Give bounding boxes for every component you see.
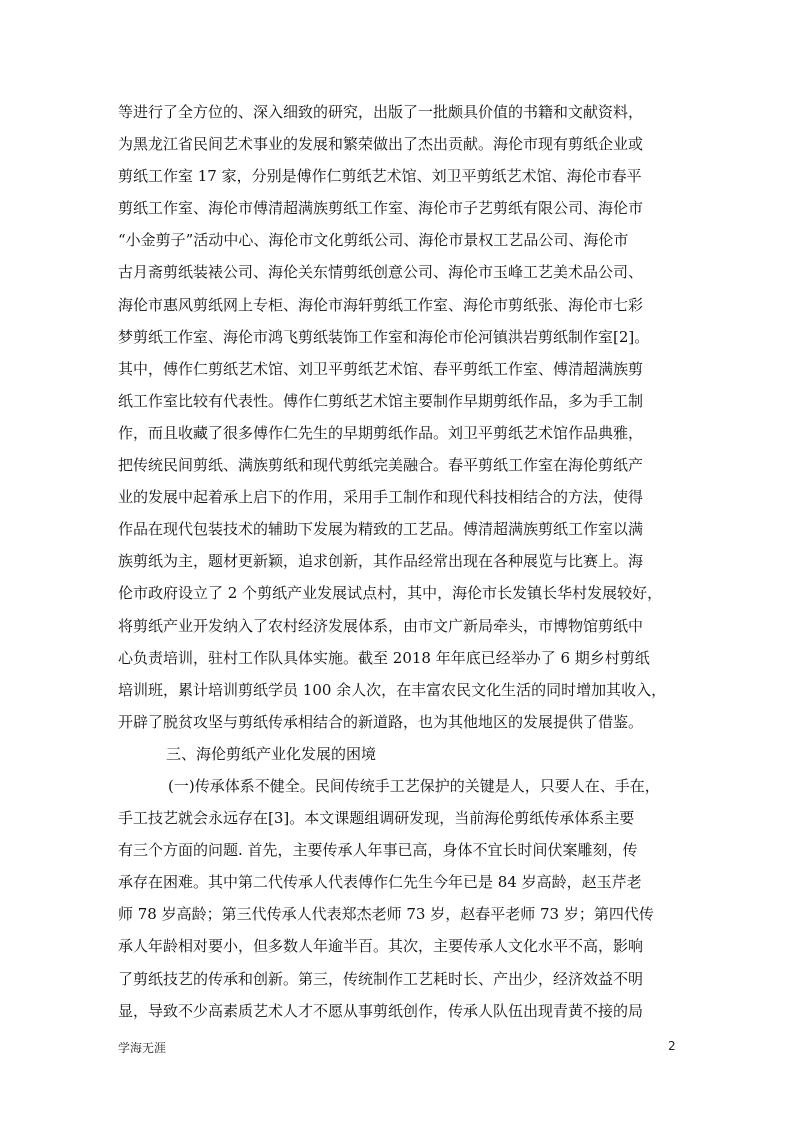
text-line: 培训班，累计培训剪纸学员 100 余人次，在丰富农民文化生活的同时增加其收入， — [118, 680, 667, 699]
text-line: 其中，傅作仁剪纸艺术馆、刘卫平剪纸艺术馆、春平剪纸工作室、傅清超满族剪 — [118, 359, 644, 378]
text-line: 显，导致不少高素质艺术人才不愿从事剪纸创作，传承人队伍出现青黄不接的局 — [118, 1001, 644, 1020]
text-line: 作，而且收藏了很多傅作仁先生的早期剪纸作品。刘卫平剪纸艺术馆作品典雅， — [118, 423, 644, 442]
text-line: 梦剪纸工作室、海伦市鸿飞剪纸装饰工作室和海伦市伦河镇洪岩剪纸制作室[2]。 — [118, 327, 650, 346]
text-line: 作品在现代包装技术的辅助下发展为精致的工艺品。傅清超满族剪纸工作室以满 — [118, 520, 644, 539]
text-line: 将剪纸产业开发纳入了农村经济发展体系，由市文广新局牵头，市博物馆剪纸中 — [118, 616, 644, 635]
text-line: 把传统民间剪纸、满族剪纸和现代剪纸完美融合。春平剪纸工作室在海伦剪纸产 — [118, 456, 644, 475]
body-text — [118, 96, 690, 1027]
text-line: 纸工作室比较有代表性。傅作仁剪纸艺术馆主要制作早期剪纸作品，多为手工制 — [118, 391, 644, 410]
text-line: 剪纸工作室、海伦市傅清超满族剪纸工作室、海伦市子艺剪纸有限公司、海伦市 — [118, 199, 644, 218]
text-line: (一)传承体系不健全。民间传统手工艺保护的关键是人，只要人在、手在， — [168, 776, 660, 795]
text-line: “小金剪子”活动中心、海伦市文化剪纸公司、海伦市景权工艺品公司、海伦市 — [118, 231, 629, 250]
page-number: 2 — [668, 1039, 676, 1053]
text-line: 开辟了脱贫攻坚与剪纸传承相结合的新道路，也为其他地区的发展提供了借鉴。 — [118, 712, 644, 731]
text-line: 手工技艺就会永远存在[3]。本文课题组调研发现，当前海伦剪纸传承体系主要 — [118, 809, 635, 828]
section-heading: 三、海伦剪纸产业化发展的困境 — [166, 744, 377, 763]
text-line: 为黑龙江省民间艺术事业的发展和繁荣做出了杰出贡献。海伦市现有剪纸企业或 — [118, 135, 644, 154]
text-line: 承存在困难。其中第二代传承人代表傅作仁先生今年已是 84 岁高龄，赵玉芹老 — [118, 873, 642, 892]
footer-text: 学海无涯 — [118, 1041, 167, 1055]
text-line: 承人年龄相对要小，但多数人年逾半百。其次，主要传承人文化水平不高，影响 — [118, 937, 644, 956]
text-line: 业的发展中起着承上启下的作用，采用手工制作和现代科技相结合的方法，使得 — [118, 488, 644, 507]
text-line: 剪纸工作室 17 家，分别是傅作仁剪纸艺术馆、刘卫平剪纸艺术馆、海伦市春平 — [118, 167, 642, 186]
text-line: 等进行了全方位的、深入细致的研究，出版了一批颇具价值的书籍和文献资料， — [118, 103, 644, 121]
text-line: 心负责培训，驻村工作队具体实施。截至 2018 年年底已经举办了 6 期乡村剪纸 — [118, 648, 650, 667]
text-line: 了剪纸技艺的传承和创新。第三，传统制作工艺耗时长、产出少，经济效益不明 — [118, 969, 644, 988]
text-line: 族剪纸为主，题材更新颖，追求创新，其作品经常出现在各种展览与比赛上。海 — [118, 552, 644, 571]
text-line: 师 78 岁高龄；第三代传承人代表郑杰老师 73 岁，赵春平老师 73 岁；第四代传 — [118, 905, 654, 924]
text-line: 伦市政府设立了 2 个剪纸产业发展试点村，其中，海伦市长发镇长华村发展较好， — [118, 584, 663, 603]
text-line: 有三个方面的问题. 首先，主要传承人年事已高，身体不宜长时间伏案雕刻，传 — [118, 841, 638, 860]
text-line: 海伦市惠风剪纸网上专柜、海伦市海轩剪纸工作室、海伦市剪纸张、海伦市七彩 — [118, 295, 644, 314]
text-line: 古月斋剪纸装裱公司、海伦关东情剪纸创意公司、海伦市玉峰工艺美术品公司、 — [118, 263, 644, 282]
